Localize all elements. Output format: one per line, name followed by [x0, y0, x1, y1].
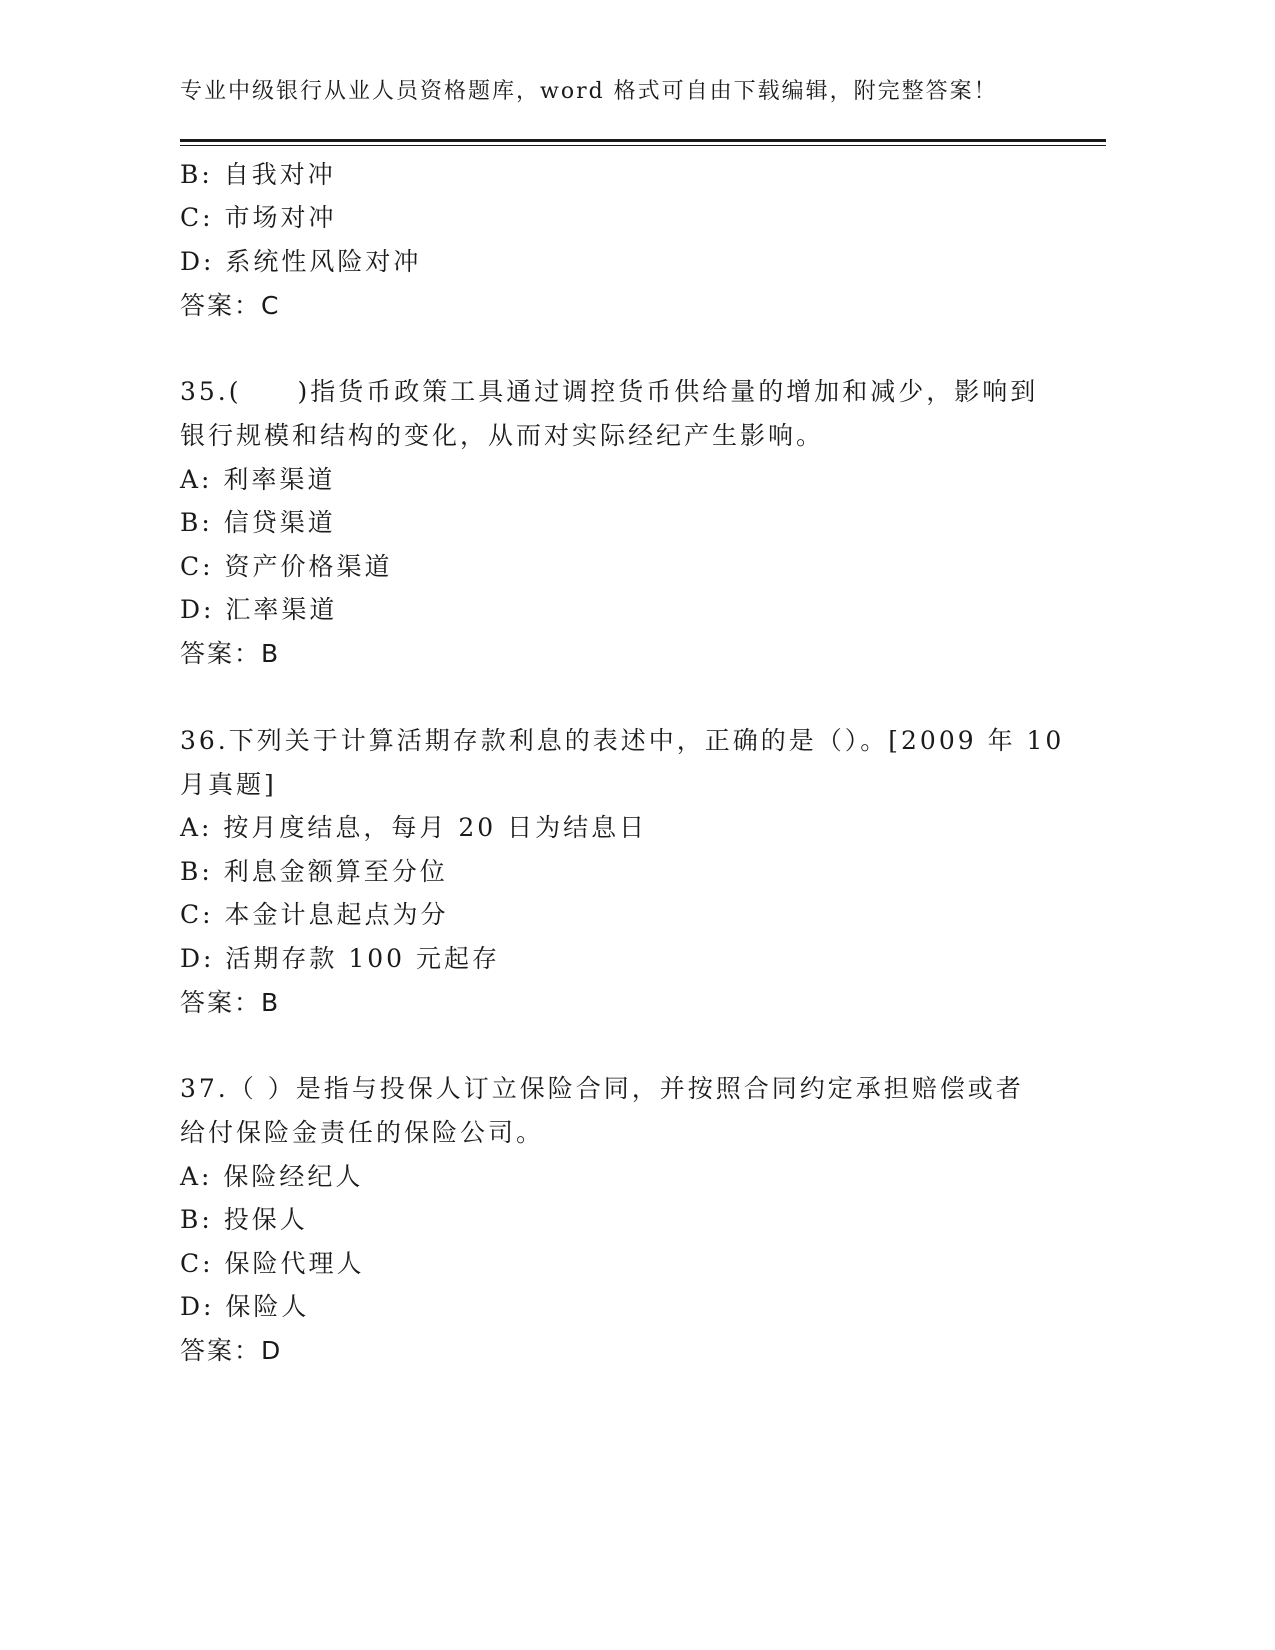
q36-option-d: D: 活期存款 100 元起存 [180, 944, 501, 973]
q37-option-c: C: 保险代理人 [180, 1249, 365, 1278]
q34-option-b: B: 自我对冲 [180, 160, 336, 189]
q37-stem-line1: 37.（ ）是指与投保人订立保险合同，并按照合同约定承担赔偿或者 [180, 1074, 1024, 1103]
q35-option-d: D: 汇率渠道 [180, 595, 338, 624]
q35-option-c: C: 资产价格渠道 [180, 552, 393, 581]
q37-answer: 答案：D [180, 1336, 283, 1365]
q35-stem-line1: 35.( )指货币政策工具通过调控货币供给量的增加和减少，影响到 [180, 377, 1039, 406]
q35-option-a: A: 利率渠道 [180, 465, 336, 494]
header-rule-thin [180, 145, 1106, 146]
header-rule-thick [180, 139, 1106, 142]
q34-option-d: D: 系统性风险对冲 [180, 247, 422, 276]
q37-stem-line2: 给付保险金责任的保险公司。 [180, 1118, 545, 1147]
q36-option-b: B: 利息金额算至分位 [180, 857, 448, 886]
q34-answer: 答案：C [180, 291, 281, 320]
q35-option-b: B: 信贷渠道 [180, 508, 336, 537]
q36-option-a: A: 按月度结息，每月 20 日为结息日 [180, 813, 648, 842]
q36-stem-line1: 36.下列关于计算活期存款利息的表述中，正确的是（）。[2009 年 10 [180, 726, 1065, 755]
q37-option-a: A: 保险经纪人 [180, 1162, 364, 1191]
q36-answer: 答案：B [180, 988, 281, 1017]
q35-answer: 答案：B [180, 639, 281, 668]
q36-stem-line2: 月真题] [180, 770, 277, 799]
q36-option-c: C: 本金计息起点为分 [180, 900, 449, 929]
page-header: 专业中级银行从业人员资格题库，word 格式可自由下载编辑，附完整答案！ [180, 79, 998, 104]
q35-stem-line2: 银行规模和结构的变化，从而对实际经纪产生影响。 [180, 421, 825, 450]
q37-option-b: B: 投保人 [180, 1205, 308, 1234]
q34-option-c: C: 市场对冲 [180, 203, 337, 232]
q37-option-d: D: 保险人 [180, 1292, 310, 1321]
